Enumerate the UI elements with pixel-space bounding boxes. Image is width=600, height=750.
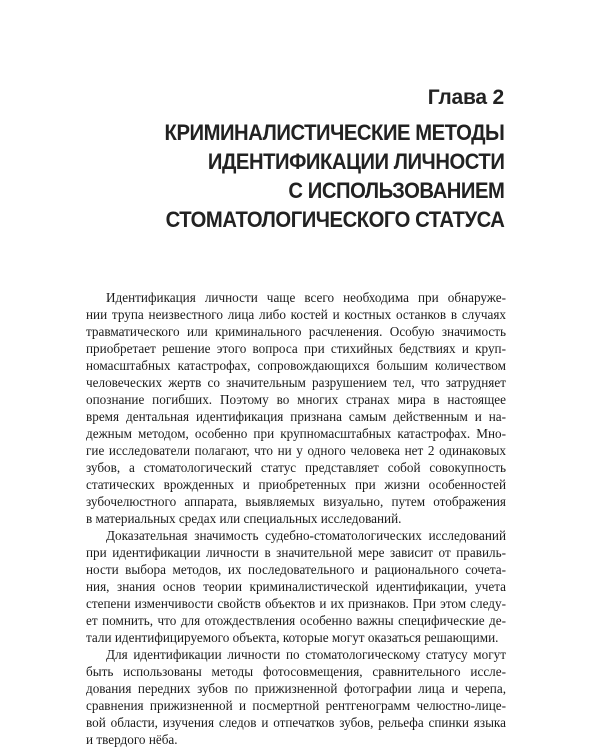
chapter-heading: [135, 86, 504, 234]
paragraph-line: дования передних зубов по прижизненной фотографии лица и черепа,: [86, 681, 506, 696]
paragraph-line: степени изменчивости свойств объектов и их признаков. При этом следу-: [86, 596, 506, 611]
paragraph-line: ет помнить, что для отождествления особенно важны специфические де-: [86, 613, 506, 628]
paragraph-line: в материальных средах или специальных исследований.: [86, 511, 402, 526]
paragraph-line: тали идентифицируемого объекта, которые могут оказаться решающими.: [86, 630, 499, 645]
paragraph-line: ности выбора методов, их последовательного и рационального сочета-: [86, 562, 506, 577]
chapter-title: [135, 118, 504, 234]
paragraph-line: опознание погибших. Поэтому во многих странах мира в настоящее: [86, 392, 506, 407]
paragraph-line: статических врожденных и приобретенных при жизни особенностей: [86, 477, 506, 492]
chapter-title-line: КРИМИНАЛИСТИЧЕСКИЕ МЕТОДЫ: [164, 120, 504, 145]
paragraph-line: нии трупа неизвестного лица либо костей и костных останков в случаях: [86, 307, 506, 322]
paragraph-line: приобретает решение этого вопроса при стихийных бедствиях и круп-: [86, 341, 506, 356]
paragraph-line: зубов, а стоматологический статус представляет собой совокупность: [86, 460, 506, 475]
paragraph-line: быть использованы методы фотосовмещения, сравнительного иссле-: [86, 664, 506, 679]
paragraph-line: травматического или криминального расчленения. Особую значимость: [86, 324, 506, 339]
paragraph: [86, 646, 506, 748]
paragraph-line: и твердого нёба.: [86, 732, 178, 747]
paragraph-line: дежным методом, особенно при крупномасштабных катастрофах. Мно-: [86, 426, 506, 441]
paragraph-line: при идентификации личности в значительной мере зависит от правиль-: [86, 545, 506, 560]
paragraph-line: зубочелюстного аппарата, выявляемых визуально, путем отображения: [86, 494, 506, 509]
paragraph-line: время дентальная идентификация признана самым действенным и на-: [86, 409, 506, 424]
paragraph-line: человеческих жертв со значительным разрушением тел, что затрудняет: [86, 375, 506, 390]
paragraph-line: Доказательная значимость судебно-стоматологических исследований: [106, 528, 506, 543]
paragraph-line: номасштабных катастрофах, сопровождающихся большим количеством: [86, 358, 506, 373]
paragraph-line: вой области, изучения следов и отпечатков зубов, рельефа спинки языка: [86, 715, 506, 730]
chapter-title-line: СТОМАТОЛОГИЧЕСКОГО СТАТУСА: [165, 207, 504, 232]
chapter-title-line: ИДЕНТИФИКАЦИИ ЛИЧНОСТИ: [207, 149, 505, 174]
paragraph: [86, 527, 506, 646]
chapter-title-line: С ИСПОЛЬЗОВАНИЕМ: [288, 178, 504, 203]
paragraph: [86, 289, 506, 527]
paragraph-line: гие исследователи полагают, что ни у одного человека нет 2 одинаковых: [86, 443, 506, 458]
paragraph-line: Идентификация личности чаще всего необходима при обнаруже-: [106, 290, 506, 305]
paragraph-line: Для идентификации личности по стоматологическому статусу могут: [106, 647, 506, 662]
paragraph-line: сравнения прижизненной и посмертной рентгенограмм челюстно-лице-: [86, 698, 506, 713]
body-text: [86, 289, 506, 748]
paragraph-line: ния, знания основ теории криминалистической идентификации, учета: [86, 579, 506, 594]
chapter-label: Глава 2: [427, 86, 504, 109]
